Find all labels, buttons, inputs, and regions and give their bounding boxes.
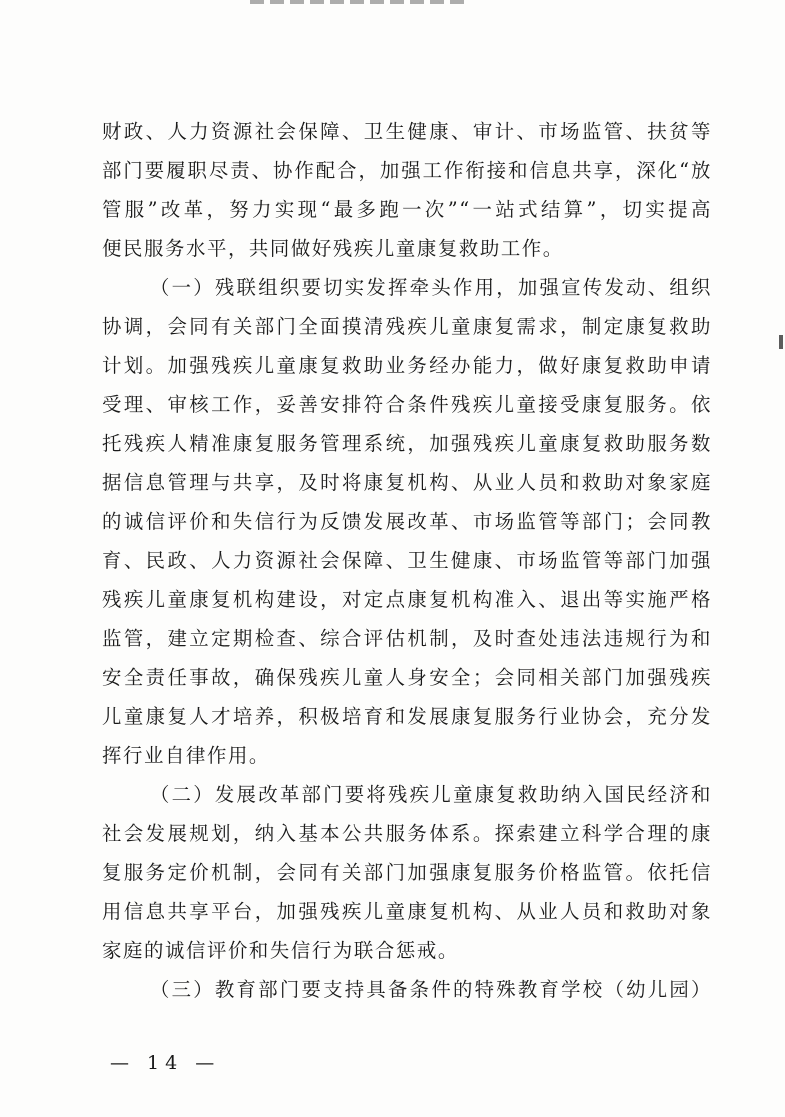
text-line: 的诚信评价和失信行为反馈发展改革、市场监管等部门；会同教 (102, 510, 712, 533)
text-line: 受理、审核工作，妥善安排符合条件残疾儿童接受康复服务。依 (102, 393, 712, 416)
text-line: 管服”改革，努力实现“最多跑一次”“一站式结算”，切实提高 (102, 198, 712, 221)
text-line: 财政、人力资源社会保障、卫生健康、审计、市场监管、扶贫等 (102, 120, 712, 143)
text-line: 便民服务水平，共同做好残疾儿童康复救助工作。 (102, 237, 564, 260)
text-line: 部门要履职尽责、协作配合，加强工作衔接和信息共享，深化“放 (102, 159, 712, 182)
paragraph-start-line: （一）残联组织要切实发挥牵头作用，加强宣传发动、组织 (150, 276, 712, 299)
text-line: 残疾儿童康复机构建设，对定点康复机构准入、退出等实施严格 (102, 588, 712, 611)
text-line: 监管，建立定期检查、综合评估机制，及时查处违法违规行为和 (102, 627, 712, 650)
page-number: — 14 — (110, 1052, 221, 1074)
text-line: 社会发展规划，纳入基本公共服务体系。探索建立科学合理的康 (102, 822, 712, 845)
text-line: 儿童康复人才培养，积极培育和发展康复服务行业协会，充分发 (102, 705, 712, 728)
text-line: 用信息共享平台，加强残疾儿童康复机构、从业人员和救助对象 (102, 900, 712, 923)
text-line: 家庭的诚信评价和失信行为联合惩戒。 (102, 939, 459, 962)
paragraph-start-line: （三）教育部门要支持具备条件的特殊教育学校（幼儿园） (150, 978, 712, 1001)
text-line: 托残疾人精准康复服务管理系统，加强残疾儿童康复救助服务数 (102, 432, 712, 455)
paragraph-start-line: （二）发展改革部门要将残疾儿童康复救助纳入国民经济和 (150, 783, 712, 806)
text-line: 计划。加强残疾儿童康复救助业务经办能力，做好康复救助申请 (102, 354, 712, 377)
text-line: 安全责任事故，确保残疾儿童人身安全；会同相关部门加强残疾 (102, 666, 712, 689)
body-text (102, 112, 712, 1009)
text-line: 据信息管理与共享，及时将康复机构、从业人员和救助对象家庭 (102, 471, 712, 494)
text-line: 协调，会同有关部门全面摸清残疾儿童康复需求，制定康复救助 (102, 315, 712, 338)
scan-edge-mark (779, 335, 783, 349)
text-line: 复服务定价机制，会同有关部门加强康复服务价格监管。依托信 (102, 861, 712, 884)
text-line: 挥行业自律作用。 (102, 744, 270, 767)
scan-artifact (250, 0, 470, 4)
text-line: 育、民政、人力资源社会保障、卫生健康、市场监管等部门加强 (102, 549, 712, 572)
